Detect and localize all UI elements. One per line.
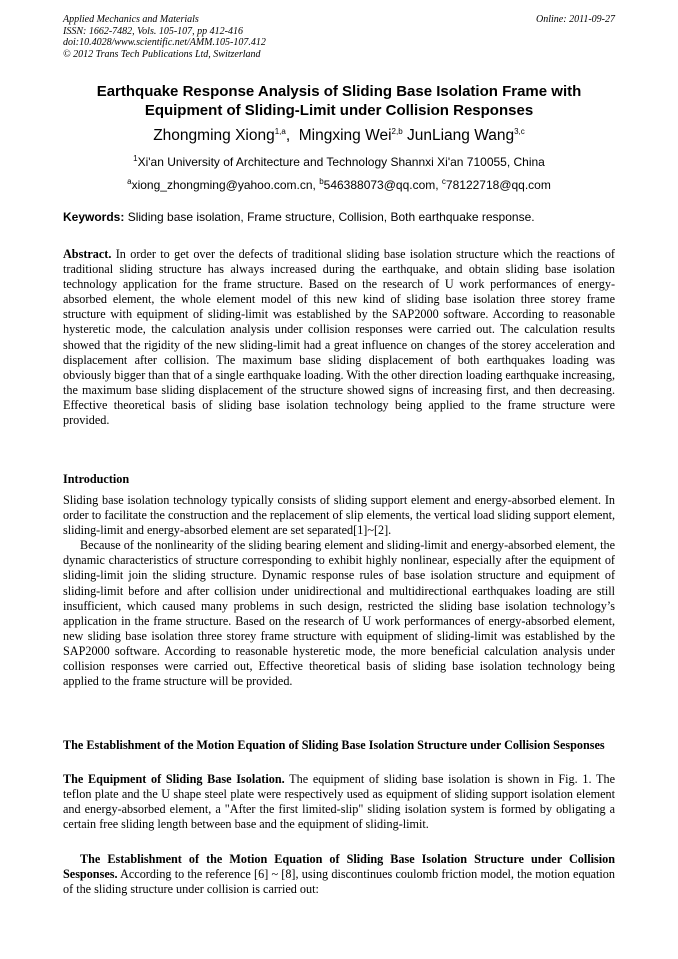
equipment-text: The equipment of sliding base isolation is shown in Fig. 1. The teflon plate and the U shape steel plate were respectively used as equipment of sliding support isolation element and energy-absorbed element, a "After the first limited-slip" sliding isolation system is formed by obligating a certain free sliding length between base and the equipment of sliding-limit.: [63, 772, 615, 832]
section-heading-motion-equation: The Establishment of the Motion Equation of Sliding Base Isolation Structure under Collision Sesponses: [63, 738, 605, 752]
journal-header: [63, 14, 615, 60]
author-affiliation-mark: 2,b: [391, 126, 403, 136]
keywords-label: Keywords:: [63, 210, 125, 224]
issn-line: ISSN: 1662-7482, Vols. 105-107, pp 412-416: [63, 25, 243, 37]
author-affiliation-mark: 3,c: [514, 126, 525, 136]
author-name: Zhongming Xiong: [153, 127, 275, 144]
equipment-subheading: The Equipment of Sliding Base Isolation.: [63, 772, 285, 786]
copyright-line: © 2012 Trans Tech Publications Ltd, Switzerland: [63, 48, 261, 60]
introduction-section: [63, 493, 615, 689]
email-mark: a: [127, 177, 132, 186]
paper-title: Earthquake Response Analysis of Sliding Base Isolation Frame with Equipment of Sliding-Limit under Collision Responses: [96, 83, 582, 119]
establishment-subheading: The Establishment of the Motion Equation of Sliding Base Isolation Structure under Collision Sesponses.: [63, 852, 615, 882]
keywords: [63, 210, 615, 225]
online-date: Online: 2011-09-27: [536, 14, 615, 25]
introduction-paragraph-2: Because of the nonlinearity of the sliding bearing element and sliding-limit and energy-absorbed element, the dynamic characteristics of structure corresponding to exhibit highly nonlinear, especially after the equipment of sliding-limit join the sliding structure. Dynamic response rules of base isolation structure and equipment of sliding-limit before and after collision under unidirectional and multidirectional earthquakes loading are still insufficient, which caused many problems in such design, restricted the sliding base isolation technology’s application in the frame structure. Based on the research of U work performances of energy-absorbed element, new sliding base isolation three storey frame structure with equipment of sliding-limit was established by the SAP2000 software. According to reasonable hysteretic mode, the more beneficial calculation analysis under collision responses were carried out, Effective theoretical basis of sliding base isolation technology being applied to the frame structure will be provided.: [63, 538, 615, 689]
journal-name: Applied Mechanics and Materials: [63, 14, 199, 25]
establishment-paragraph: [63, 852, 615, 897]
abstract-label: Abstract.: [63, 247, 112, 261]
email-address[interactable]: 78122718@qq.com: [445, 178, 551, 192]
establishment-text: According to the reference [6] ~ [8], using discontinues coulomb friction model, the motion equation of the sliding structure under collision is carried out:: [63, 867, 615, 897]
author-list: [63, 126, 615, 146]
email-mark: b: [319, 177, 324, 186]
author-name: Mingxing Wei: [298, 127, 392, 144]
equipment-paragraph: [63, 772, 615, 832]
introduction-paragraph-1: Sliding base isolation technology typically consists of sliding support element and energy-absorbed element. In order to facilitate the construction and the replacement of slip elements, the vertical load sliding support element, sliding-limit and energy-absorbed element are set separated[1]~[2].: [63, 493, 615, 538]
email-address[interactable]: 546388073@qq.com,: [323, 178, 442, 192]
keywords-text: Sliding base isolation, Frame structure, Collision, Both earthquake response.: [124, 210, 535, 224]
email-address[interactable]: xiong_zhongming@yahoo.com.cn,: [131, 178, 320, 192]
author-affiliation-mark: 1,a: [274, 126, 286, 136]
affiliation-mark: 1: [133, 154, 138, 163]
author-separator: ,: [285, 127, 299, 144]
email-mark: c: [441, 177, 446, 186]
abstract-text: In order to get over the defects of traditional sliding base isolation structure which the reactions of traditional sliding structure has always increased during the earthquake, and obtain sliding base isolation technology application for the frame structure. Based on the research of U work performances of energy-absorbed element, the whole element model of this new kind of sliding base isolation three storey frame structure with equipment of sliding-limit was established by the SAP2000 software. According to reasonable hysteretic mode, the calculation analysis under collision responses were carried out. The calculation results showed that the rigidity of the new sliding-limit had a great influence on changes of the storey acceleration and displacement after collision. The maximum base sliding displacement of both earthquakes loading was obviously bigger than that of a single earthquake loading. With the other direction loading earthquake increasing, the maximum base sliding displacement of the structure showed signs of increasing first, and then decreasing. Effective theoretical basis of sliding base isolation technology being applied to the frame structure were provided.: [63, 247, 615, 428]
author-name: JunLiang Wang: [406, 127, 515, 144]
affiliation-text: Xi'an University of Architecture and Technology Shannxi Xi'an 710055, China: [137, 155, 545, 169]
doi-line[interactable]: doi:10.4028/www.scientific.net/AMM.105-107.412: [63, 37, 266, 48]
section-heading-introduction: Introduction: [63, 472, 130, 486]
abstract: [63, 247, 615, 428]
affiliation: [63, 155, 615, 170]
email-list: [63, 178, 615, 193]
